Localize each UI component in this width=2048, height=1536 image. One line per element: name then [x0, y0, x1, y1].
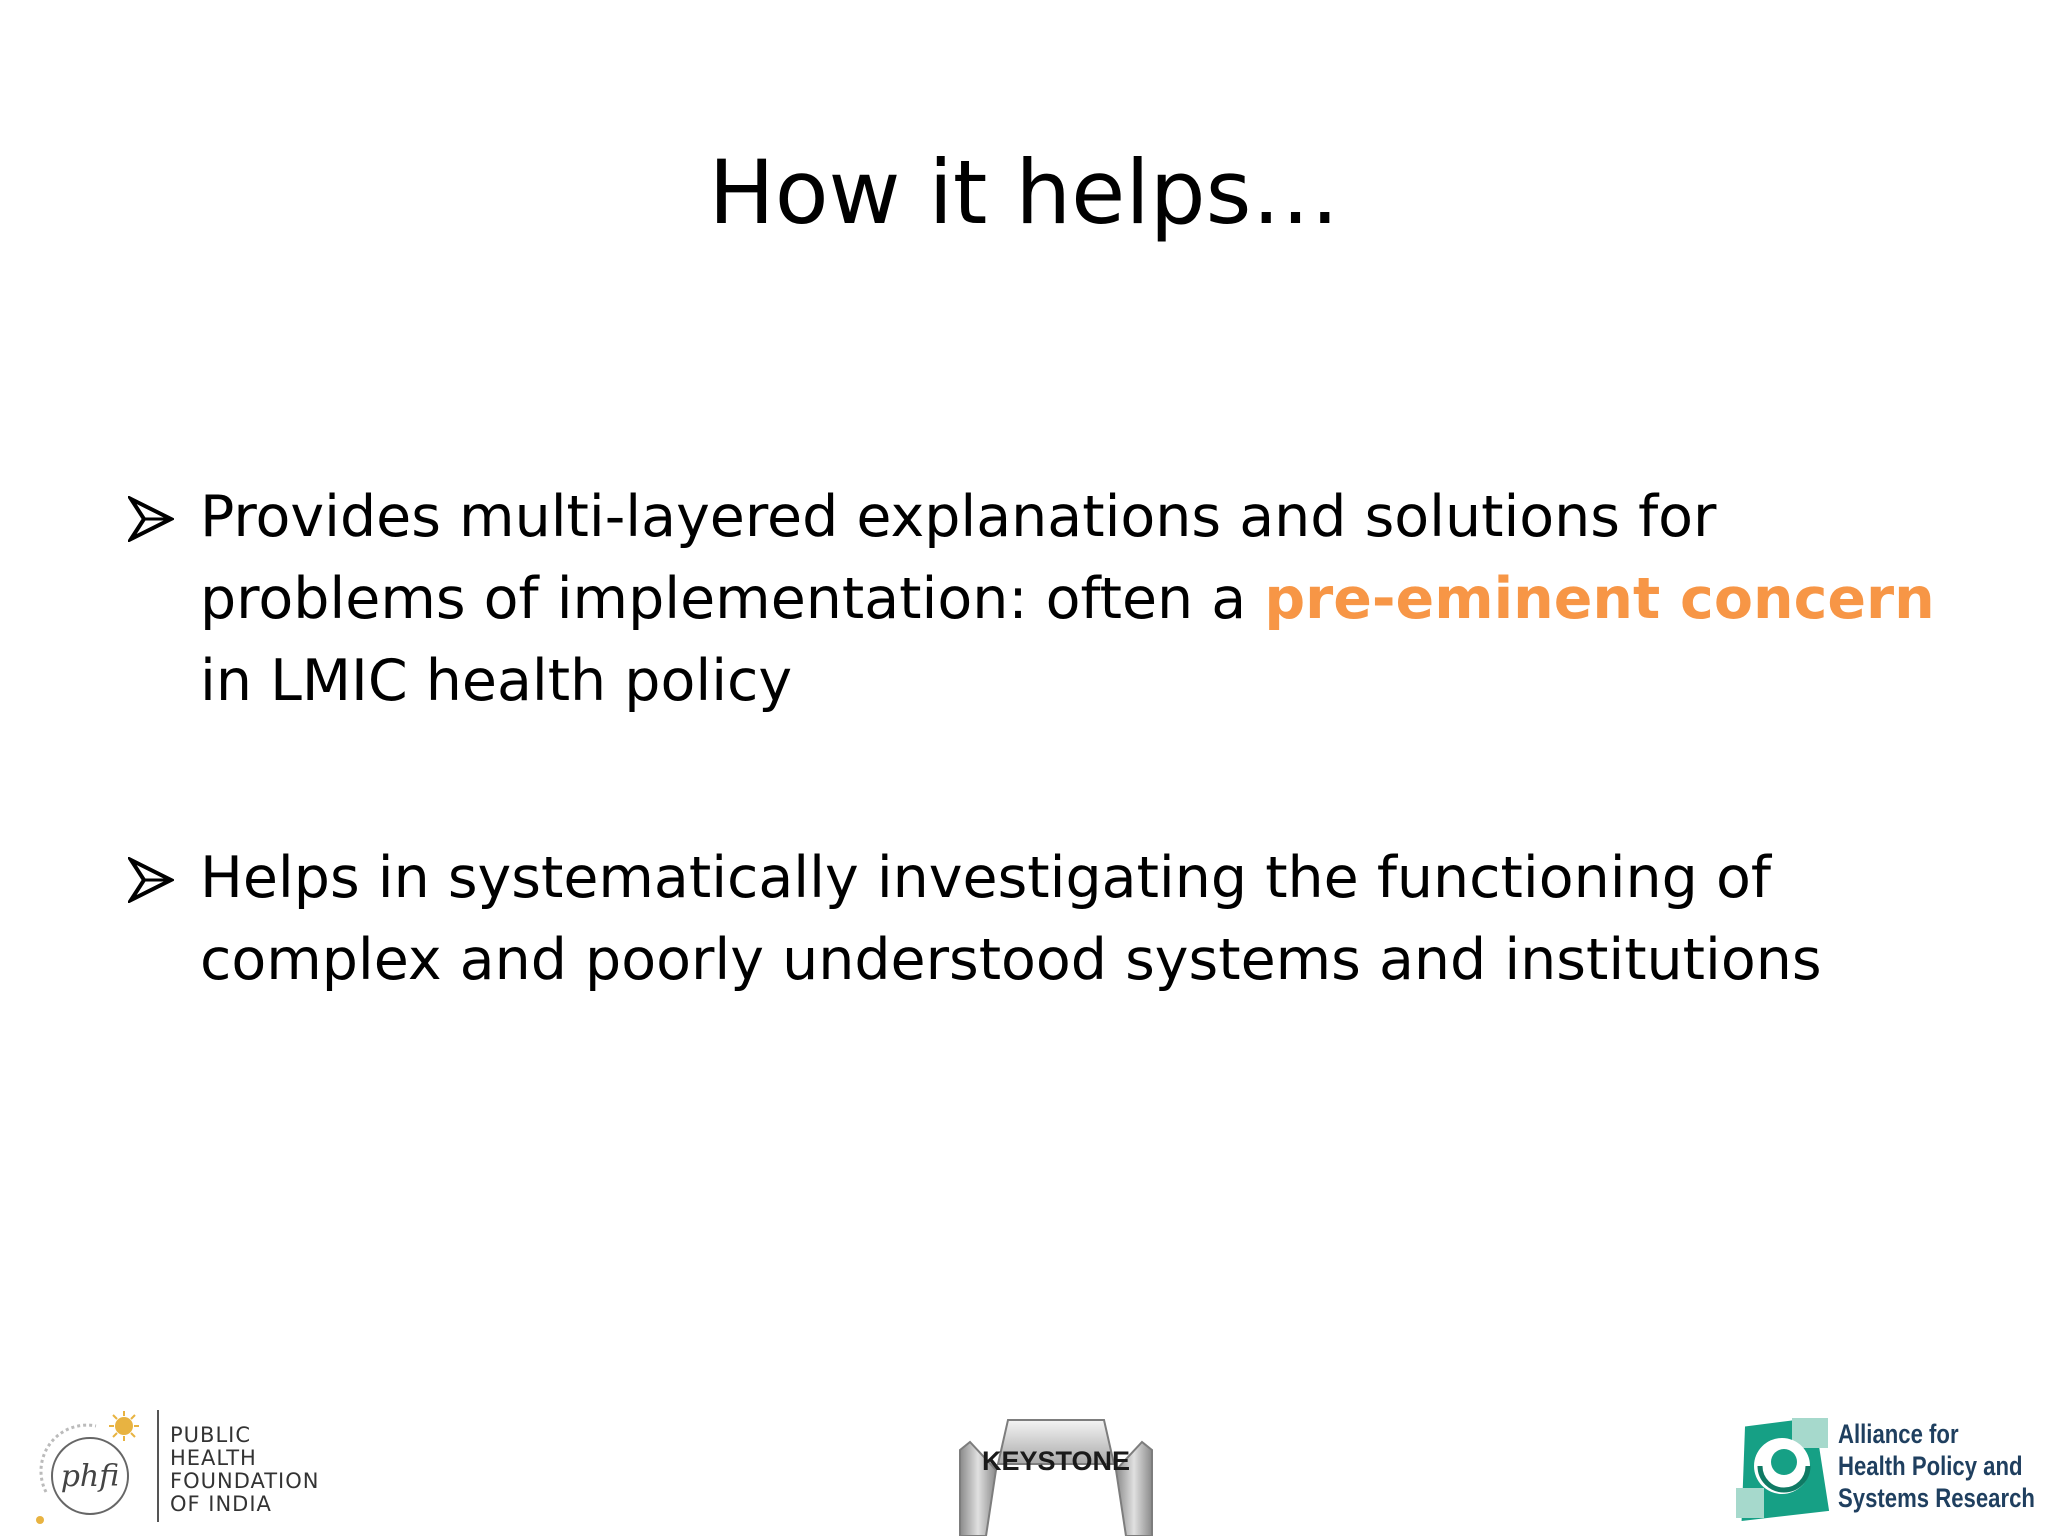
bullet-item-1 — [128, 476, 1958, 722]
keystone-logo — [956, 1412, 1156, 1536]
phfi-divider — [157, 1410, 159, 1522]
sun-icon — [109, 1411, 139, 1441]
bullet-item-2 — [128, 837, 1958, 1001]
alliance-name — [1838, 1418, 2035, 1514]
phfi-emblem-icon — [24, 1408, 154, 1528]
arrow-bullet-icon — [128, 857, 174, 903]
alliance-logo — [1734, 1416, 2034, 1534]
alliance-line-3: Systems Research — [1838, 1483, 2035, 1513]
bullet-highlight-1: pre-eminent concern — [1264, 566, 1935, 632]
alliance-line-2: Health Policy and — [1838, 1451, 2023, 1481]
arrow-bullet-icon — [128, 496, 174, 542]
bullet-text-2: Helps in systematically investigating the functioning of complex and poorly understood systems and institutions — [200, 845, 1822, 993]
bullet-text-1b: in LMIC health policy — [200, 648, 793, 714]
keystone-label: KEYSTONE — [981, 1446, 1131, 1476]
slide-title: How it helps… — [708, 141, 1340, 244]
phfi-name — [170, 1424, 319, 1516]
alliance-line-1: Alliance for — [1838, 1419, 1959, 1449]
phfi-logo — [24, 1408, 344, 1528]
phfi-line-2: HEALTH — [170, 1446, 257, 1470]
phfi-line-1: PUBLIC — [170, 1423, 251, 1447]
bullet-list — [128, 476, 1958, 1001]
bullet-text-1a: Provides multi-layered explanations and solutions for problems of implementation: often a — [200, 484, 1717, 632]
phfi-line-4: OF INDIA — [170, 1492, 272, 1516]
svg-text:phfi: phfi — [60, 1459, 120, 1494]
phfi-line-3: FOUNDATION — [170, 1469, 320, 1493]
alliance-emblem-icon — [1734, 1418, 1834, 1522]
